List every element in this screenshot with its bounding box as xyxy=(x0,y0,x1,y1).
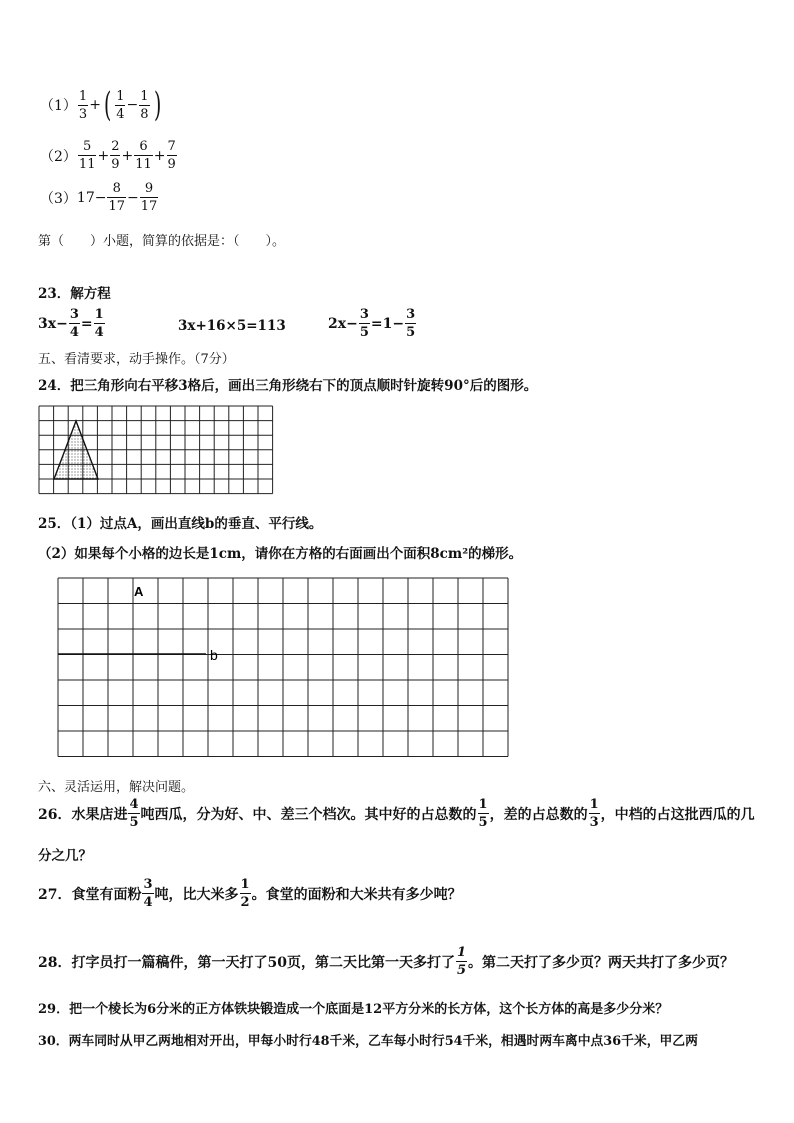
q23-eq3: 2x− $\frac{3}{5}$ =1− $\frac{3}{5}$ xyxy=(328,307,416,340)
q30-text: 30．两车同时从甲乙两地相对开出，甲每小时行48千米，乙车每小时行54千米，相遇时两车离中点36千米，甲乙两 xyxy=(38,1034,698,1049)
fraction: $\frac{1}{4}$ xyxy=(116,88,125,122)
section6-heading: 六、灵活运用，解决问题。 xyxy=(38,780,195,795)
fraction: $\frac{1}{3}$ xyxy=(78,88,88,122)
point-a-label: A xyxy=(134,584,144,599)
fraction: $\frac{1}{4}$ xyxy=(94,307,104,340)
q25-line1: 25．（1）过点A，画出直线b的垂直、平行线。 xyxy=(38,516,323,532)
fraction: $\frac{9}{17}$ xyxy=(140,181,158,214)
fraction: $\frac{6}{11}$ xyxy=(135,139,152,172)
fraction: $\frac{1}{5}$ xyxy=(478,797,488,830)
section5-heading: 五、看清要求，动手操作。（7分） xyxy=(38,352,235,367)
fraction: $\frac{3}{5}$ xyxy=(359,307,369,340)
fraction: $\frac{4}{5}$ xyxy=(129,797,139,830)
q24-grid xyxy=(38,405,282,497)
fraction: $\frac{7}{9}$ xyxy=(167,139,176,172)
fraction: $\frac{1}{8}$ xyxy=(140,88,149,122)
line-b-label: b xyxy=(210,647,218,663)
q27-text: 27．食堂有面粉 $\frac{3}{4}$ 吨，比大米多 $\frac{1}{2}$ 。食堂的面粉和大米共有多少吨？ xyxy=(38,877,462,910)
fraction: $\frac{1}{2}$ xyxy=(240,877,250,910)
fraction: $\frac{1}{3}$ xyxy=(589,797,599,830)
fraction: $\frac{2}{9}$ xyxy=(111,139,120,172)
q26-line1: 26．水果店进 $\frac{4}{5}$ 吨西瓜，分为好、中、差三个档次。其中好的占总数的 $\frac{1}{5}$ ，差的占总数的 $\frac{1}{3}$ ，中档的占这批西瓜的几 xyxy=(38,797,755,830)
fraction: $\frac{5}{11}$ xyxy=(78,139,96,172)
q22-item1: （1） $\frac{1}{3}$ +( $\frac{1}{4}$ − $\frac{1}{8}$ ) xyxy=(40,85,161,125)
fraction: $\frac{8}{17}$ xyxy=(108,181,126,214)
fraction: $\frac{1}{5}$ xyxy=(456,945,467,978)
q22-item2: （2） $\frac{5}{11}$ + $\frac{2}{9}$ + $\frac{6}{11}$ + $\frac{7}{9}$ xyxy=(40,139,176,172)
q24-text: 24．把三角形向右平移3格后，画出三角形绕右下的顶点顺时针旋转90°后的图形。 xyxy=(38,378,538,394)
fraction: $\frac{3}{5}$ xyxy=(406,307,416,340)
q23-eq1: 3x− $\frac{3}{4}$ = $\frac{1}{4}$ xyxy=(38,307,104,340)
q22-fill-line: 第（ ）小题，简算的依据是：（ ）。 xyxy=(38,234,286,249)
q23-eq2: 3x+16×5=113 xyxy=(178,318,286,334)
q22-item3: （3）17− $\frac{8}{17}$ − $\frac{9}{17}$ xyxy=(40,181,158,214)
fraction: $\frac{3}{4}$ xyxy=(143,877,153,910)
q28-text: 28．打字员打一篇稿件，第一天打了50页，第二天比第一天多打了 $\frac{1}{5}$ 。第二天打了多少页？两天共打了多少页？ xyxy=(38,945,735,978)
q23-title: 23．解方程 xyxy=(38,286,111,302)
q25-line2: （2）如果每个小格的边长是1cm，请你在方格的右面画出个面积8cm²的梯形。 xyxy=(38,546,523,562)
q25-grid xyxy=(38,574,528,760)
q26-line2: 分之几？ xyxy=(38,848,92,864)
q29-text: 29．把一个棱长为6分米的正方体铁块锻造成一个底面是12平方分米的长方体，这个长方体的高是多少分米？ xyxy=(38,1002,669,1017)
fraction: $\frac{3}{4}$ xyxy=(69,307,79,340)
